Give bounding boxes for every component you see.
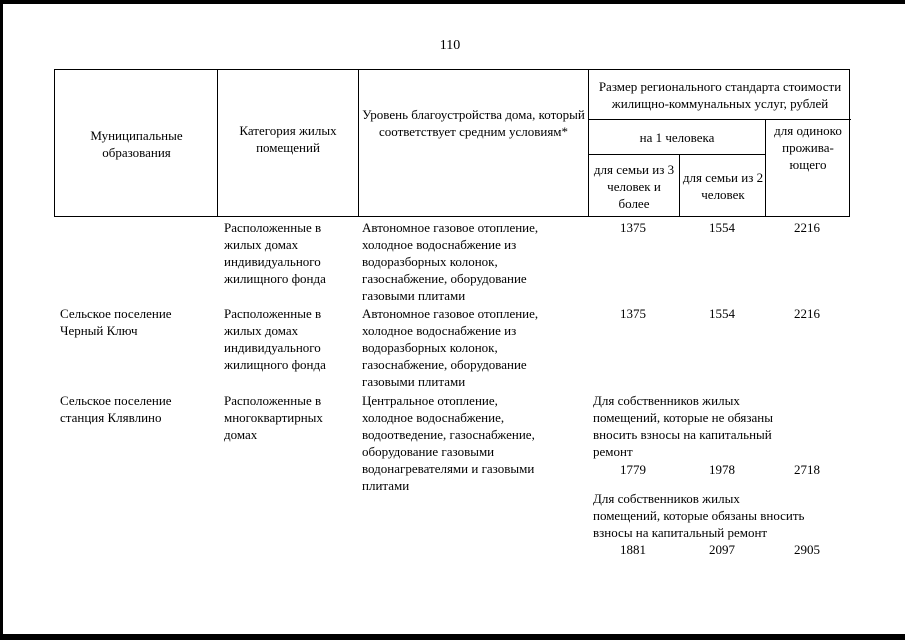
row3-family2-a: 1978: [709, 462, 735, 477]
row1-category: Расположенные в жилых домах индивидуального жилищного фонда: [224, 220, 326, 286]
page-number: 110: [439, 38, 461, 53]
row2-single: 2216: [794, 306, 820, 321]
row3-category: Расположенные в многоквартирных домах: [224, 393, 323, 442]
header-standard-size: Размер регионального стандарта стоимости жилищно-коммунальных услуг, рублей: [598, 79, 842, 111]
row3-family2-b: 2097: [709, 542, 735, 557]
divider: [588, 154, 765, 155]
row2-family3: 1375: [620, 306, 646, 321]
scan-border-bottom: [0, 634, 905, 640]
divider: [358, 70, 359, 217]
row2-municipality: Сельское поселение Черный Ключ: [60, 306, 172, 338]
divider: [765, 119, 766, 217]
scan-border-left: [0, 0, 3, 640]
row3-family3-b: 1881: [620, 542, 646, 557]
header-single: для одиноко прожива-ющего: [774, 123, 842, 172]
row3-level: Центральное отопление, холодное водоснабжение, водоотведение, газоснабжение, оборудование газовыми водонагревателями и газовыми плитами: [362, 393, 535, 493]
row1-single: 2216: [794, 220, 820, 235]
row2-category: Расположенные в жилых домах индивидуального жилищного фонда: [224, 306, 326, 372]
row3-single-b: 2905: [794, 542, 820, 557]
divider: [588, 70, 589, 217]
divider: [679, 154, 680, 217]
row2-family2: 1554: [709, 306, 735, 321]
row3-note-not-obliged: Для собственников жилых помещений, которые не обязаны вносить взносы на капитальный ремонт: [593, 393, 773, 459]
scan-border-top: [0, 0, 905, 4]
row3-family3-a: 1779: [620, 462, 646, 477]
row3-note-obliged: Для собственников жилых помещений, которые обязаны вносить взносы на капитальный ремонт: [593, 491, 805, 540]
header-per-person: на 1 человека: [639, 129, 715, 145]
divider: [217, 70, 218, 217]
row2-level: Автономное газовое отопление, холодное водоснабжение из водоразборных колонок, газоснабжение, оборудование газовыми плитами: [362, 306, 539, 389]
table-header: [54, 69, 850, 217]
header-level: Уровень благоустройства дома, который соответствует средним условиям*: [362, 107, 585, 139]
header-category: Категория жилых помещений: [239, 123, 337, 155]
row1-level: Автономное газовое отопление, холодное водоснабжение из водоразборных колонок, газоснабжение, оборудование газовыми плитами: [362, 220, 539, 303]
row1-family3: 1375: [620, 220, 646, 235]
row3-single-a: 2718: [794, 462, 820, 477]
row3-municipality: Сельское поселение станция Клявлино: [60, 393, 172, 425]
row1-family2: 1554: [709, 220, 735, 235]
header-municipality: Муниципальные образования: [90, 127, 183, 160]
header-family2: для семьи из 2 человек: [682, 170, 764, 202]
header-family3: для семьи из 3 человек и более: [593, 161, 675, 211]
